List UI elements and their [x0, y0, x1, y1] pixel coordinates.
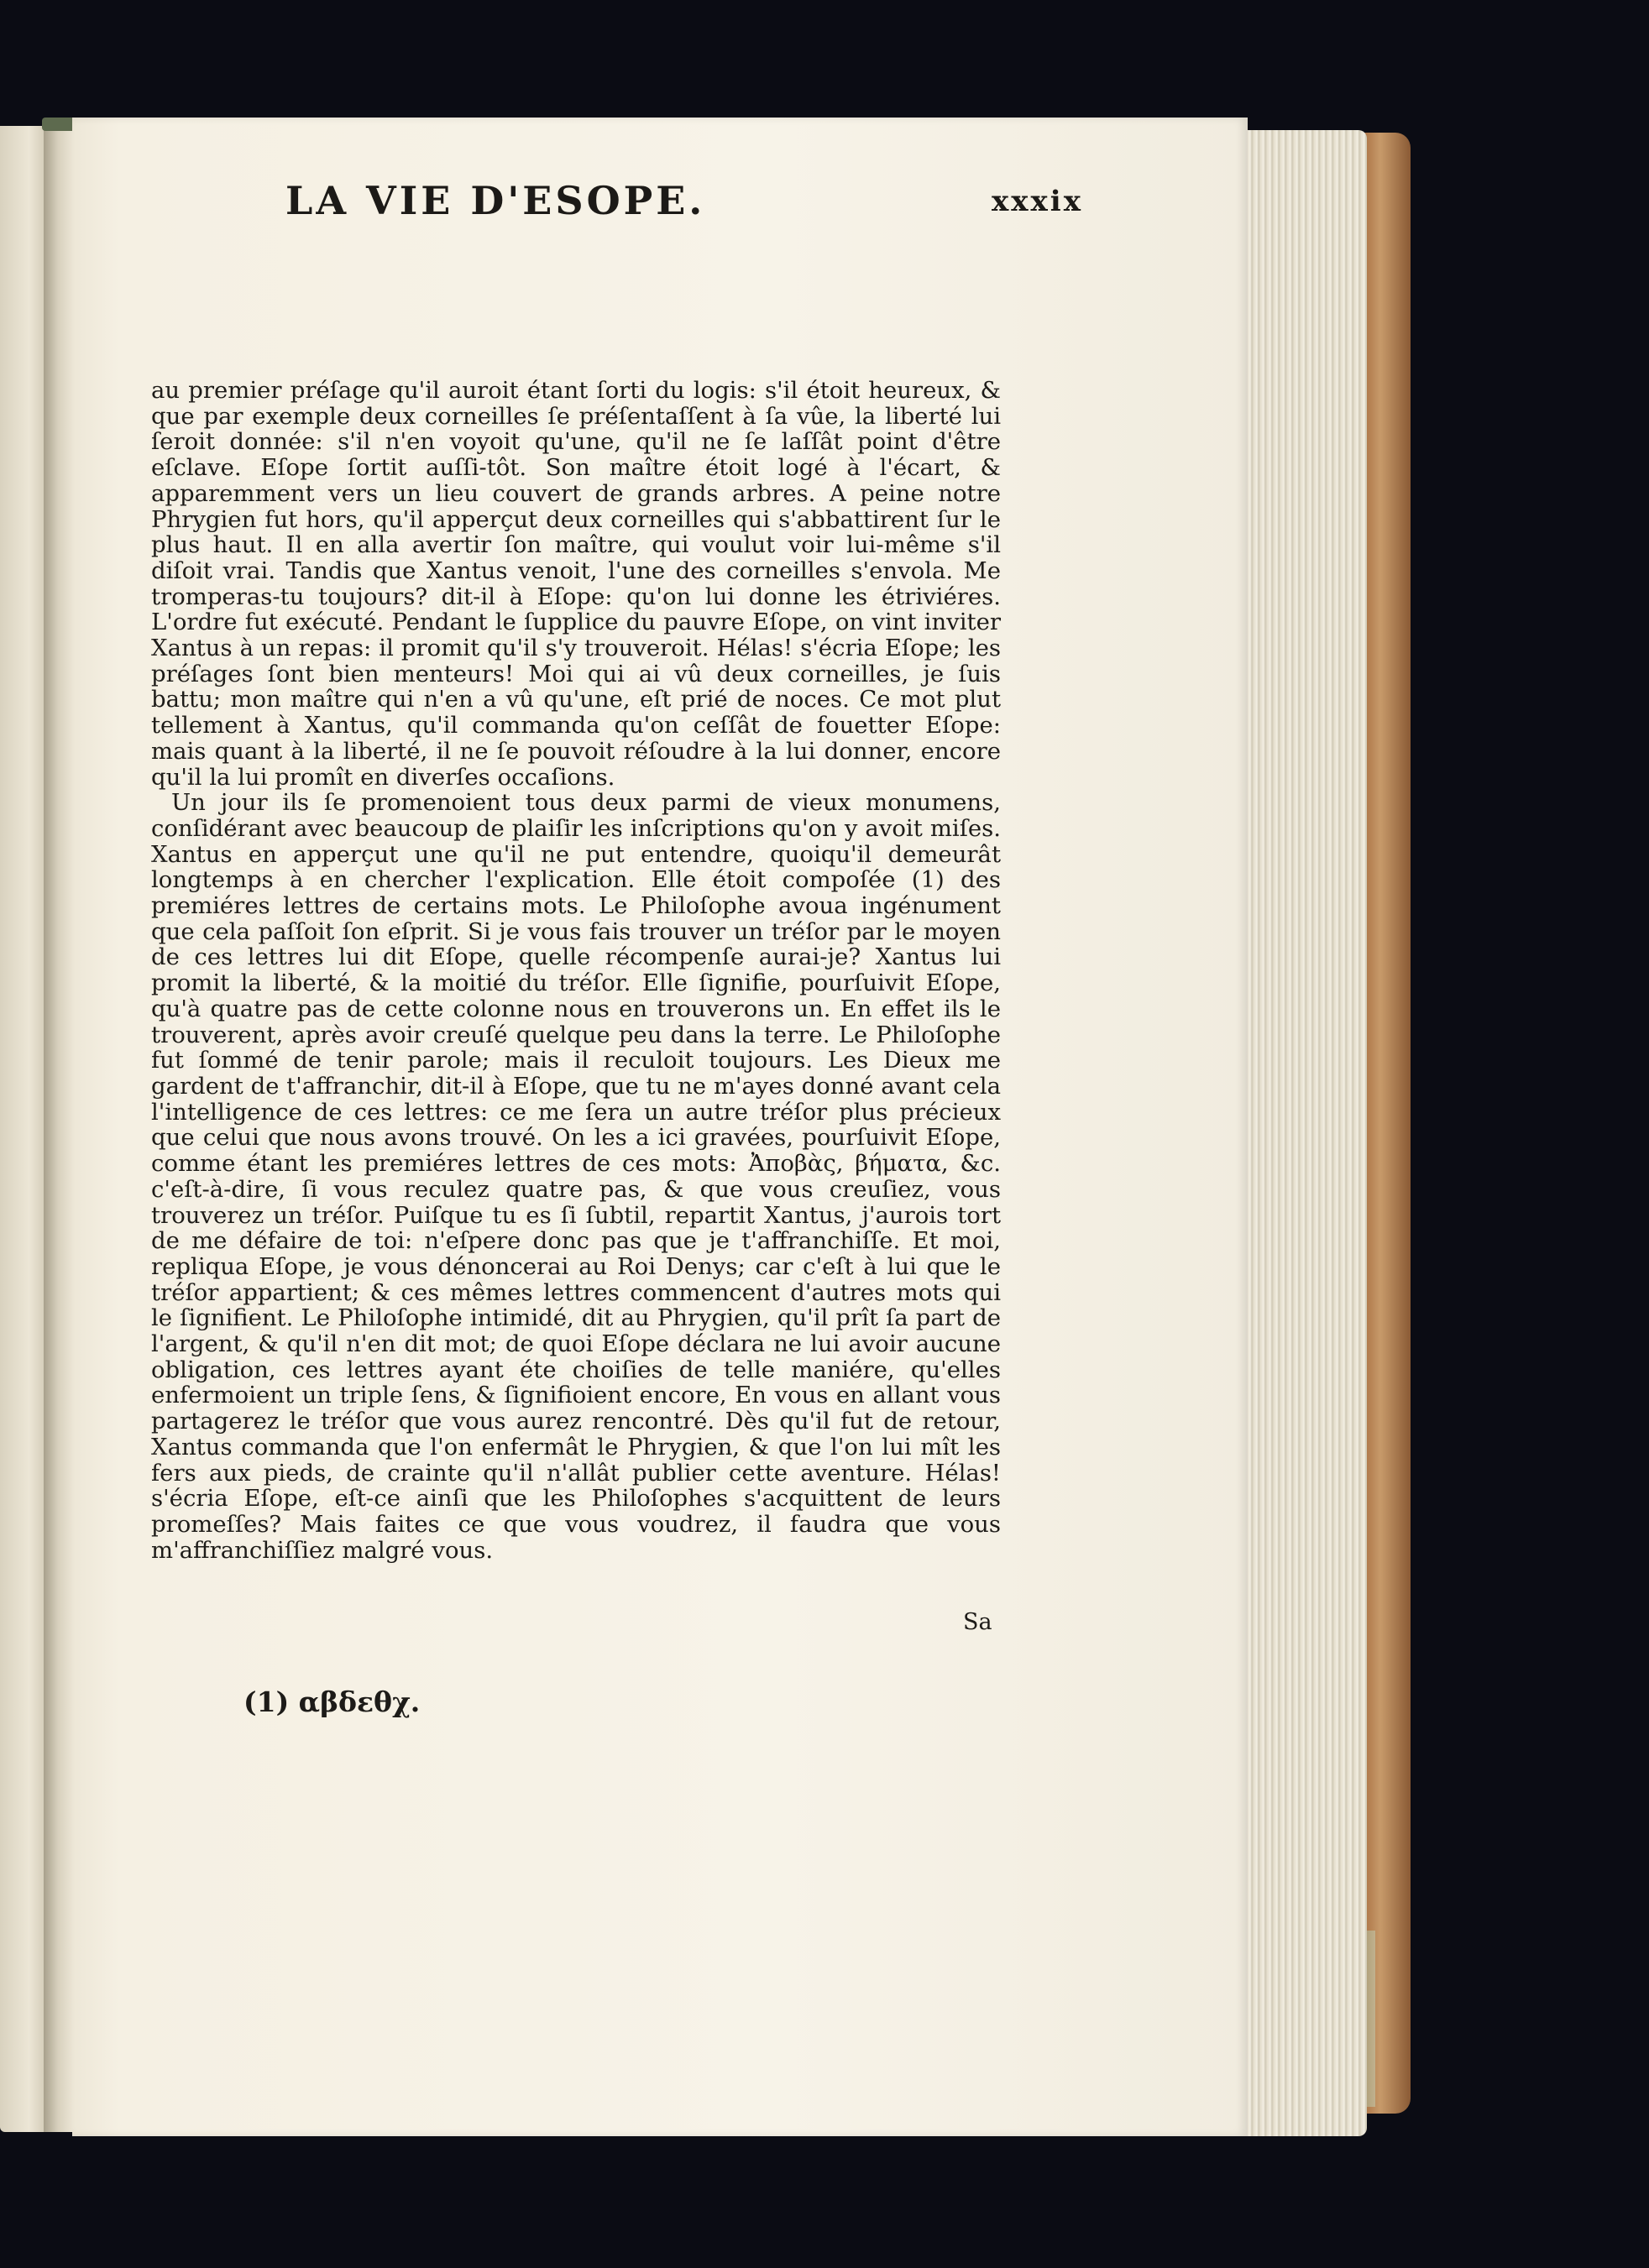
paragraph: au premier préſage qu'il auroit étant ſorti du logis: s'il étoit heureux, & que par exemple deux corneilles ſe préſentaſſent à ſa vûe, la liberté lui ſeroit donnée: s'il n'en voyoit qu'une, qu'il ne ſe laſſât point d'être eſclave. Eſope ſortit auſſi-tôt. Son maître étoit logé à l'écart, & apparemment vers un lieu couvert de grands arbres. A peine notre Phrygien fut hors, qu'il apperçut deux corneilles qui s'abbattirent ſur le plus haut. Il en alla avertir ſon maître, qui voulut voir lui-même s'il diſoit vrai. Tandis que Xantus venoit, l'une des corneilles s'envola. Me tromperas-tu toujours? dit-il à Eſope: qu'on lui donne les étriviéres. L'ordre fut exécuté. Pendant le ſupplice du pauvre Eſope, on vint inviter Xantus à un repas: il promit qu'il s'y trouveroit. Hélas! s'écria Eſope; les préſages ſont bien menteurs! Moi qui ai vû deux corneilles, je ſuis battu; mon maître qui n'en a vû qu'une, eſt prié de noces. Ce mot plut tellement à Xantus, qu'il commanda qu'on ceſſât de fouetter Eſope: mais quant à la liberté, il ne ſe pouvoit réſoudre à la lui donner, encore qu'il la lui promît en diverſes occaſions.	[151, 377, 1001, 791]
book-gutter	[44, 126, 76, 2132]
page-block-fore-edge	[1241, 130, 1367, 2136]
page-number: xxxix	[992, 185, 1083, 218]
facing-page-edge	[0, 126, 49, 2132]
footnote: (1) αβδεθχ.	[243, 1685, 421, 1718]
page-header	[285, 178, 1083, 237]
body-text	[151, 378, 1001, 1563]
running-title: LA VIE D'ESOPE.	[285, 178, 706, 223]
catchword: Sa	[963, 1609, 992, 1635]
paragraph: Un jour ils ſe promenoient tous deux parmi de vieux monumens, conſidérant avec beaucoup de plaiſir les inſcriptions qu'on y avoit miſes. Xantus en apperçut une qu'il ne put entendre, quoiqu'il demeurât longtemps à en chercher l'explication. Elle étoit compoſée (1) des premiéres lettres de certains mots. Le Philoſophe avoua ingénument que cela paſſoit ſon eſprit. Si je vous fais trouver un tréſor par le moyen de ces lettres lui dit Eſope, quelle récompenſe aurai-je? Xantus lui promit la liberté, & la moitié du tréſor. Elle ſignifie, pourſuivit Eſope, qu'à quatre pas de cette colonne nous en trouverons un. En effet ils le trouverent, après avoir creuſé quelque peu dans la terre. Le Philoſophe fut ſommé de tenir parole; mais il reculoit toujours. Les Dieux me gardent de t'affranchir, dit-il à Eſope, que tu ne m'ayes donné avant cela l'intelligence de ces lettres: ce me ſera un autre tréſor plus précieux que celui que nous avons trouvé. On les a ici gravées, pourſuivit Eſope, comme étant les premiéres lettres de ces mots: Ἀποβὰς, βήματα, &c. c'eſt-à-dire, ſi vous reculez quatre pas, & que vous creuſiez, vous trouverez un tréſor. Puiſque tu es ſi ſubtil, repartit Xantus, j'aurois tort de me défaire de toi: n'eſpere donc pas que je t'affranchiſſe. Et moi, repliqua Eſope, je vous dénoncerai au Roi Denys; car c'eſt à lui que le tréſor appartient; & ces mêmes lettres commencent d'autres mots qui le ſignifient. Le Philoſophe intimidé, dit au Phrygien, qu'il prît ſa part de l'argent, & qu'il n'en dit mot; de quoi Eſope déclara ne lui avoir aucune obligation, ces lettres ayant éte choiſies de telle maniére, qu'elles enfermoient un triple ſens, & ſignifioient encore, En vous en allant vous partagerez le tréſor que vous aurez rencontré. Dès qu'il fut de retour, Xantus commanda que l'on enfermât le Phrygien, & que l'on lui mît les fers aux pieds, de crainte qu'il n'allât publier cette aventure. Hélas! s'écria Eſope, eſt-ce ainſi que les Philoſophes s'acquittent de leurs promeſſes? Mais faites ce que vous voudrez, il faudra que vous m'affranchiſſiez malgré vous.	[151, 789, 1001, 1564]
